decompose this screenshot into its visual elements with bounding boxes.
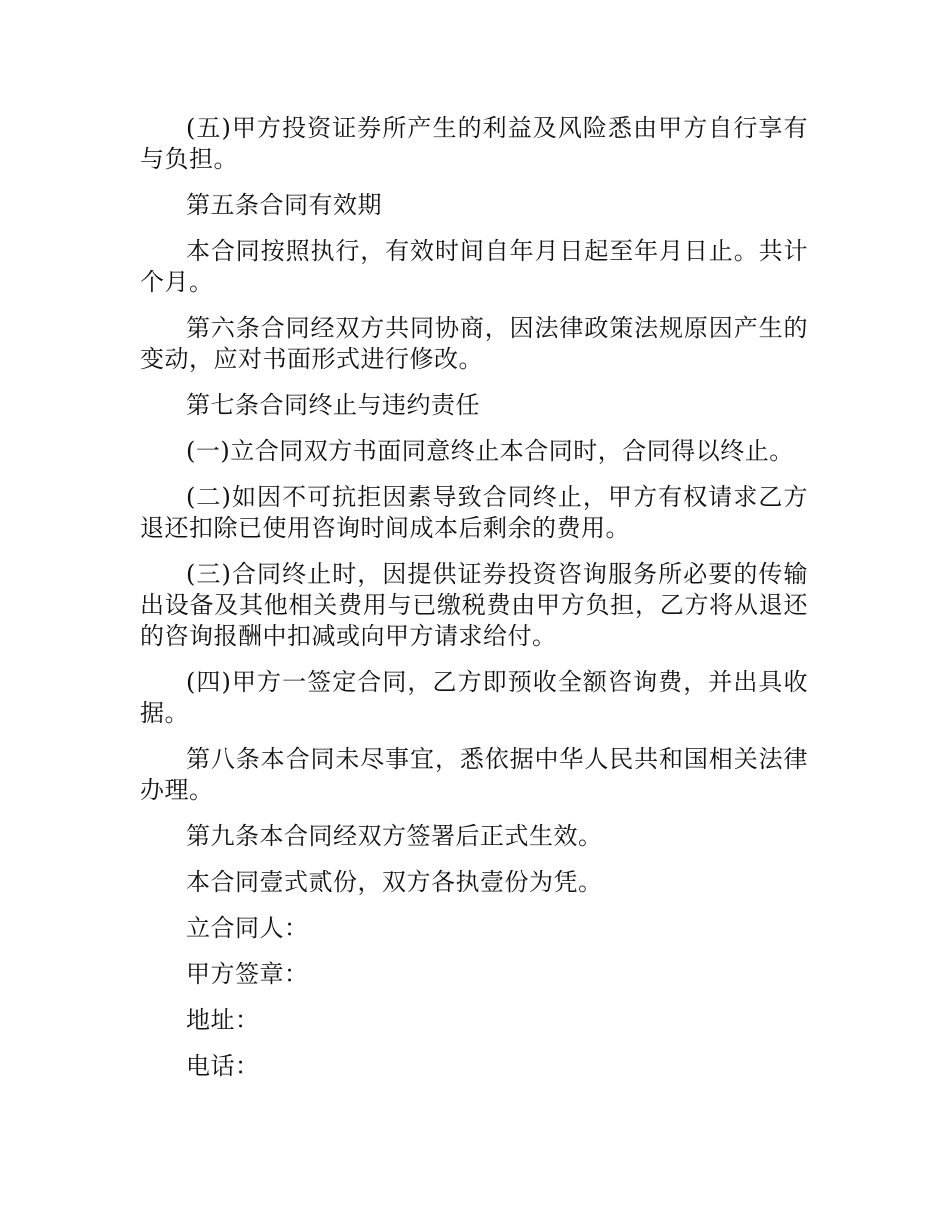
label-address: 地址： [186, 1006, 260, 1034]
paragraph-clause-5-item-5: (五)甲方投资证券所产生的利益及风险悉由甲方自行享有与负担。 [140, 114, 808, 173]
paragraph-article-8: 第八条本合同未尽事宜，悉依据中华人民共和国相关法律办理。 [140, 745, 808, 804]
paragraph-article-7-item-1: (一)立合同双方书面同意终止本合同时，合同得以终止。 [186, 437, 794, 465]
paragraph-article-7-item-4: (四)甲方一签定合同，乙方即预收全额咨询费，并出具收据。 [140, 668, 808, 727]
paragraph-article-9: 第九条本合同经双方签署后正式生效。 [186, 822, 603, 850]
paragraph-article-7-item-3: (三)合同终止时，因提供证券投资咨询服务所必要的传输出设备及其他相关费用与已缴税费由甲方负担，乙方将从退还的咨询报酬中扣减或向甲方请求给付。 [140, 560, 808, 650]
label-party-a-signature: 甲方签章： [186, 960, 309, 988]
paragraph-copies: 本合同壹式贰份，双方各执壹份为凭。 [186, 868, 603, 896]
paragraph-article-6: 第六条合同经双方共同协商，因法律政策法规原因产生的变动，应对书面形式进行修改。 [140, 314, 808, 373]
document-page [140, 113, 808, 1097]
paragraph-article-7-item-2: (二)如因不可抗拒因素导致合同终止，甲方有权请求乙方退还扣除已使用咨询时间成本后剩余的费用。 [140, 483, 808, 542]
label-contracting-parties: 立合同人： [186, 914, 309, 942]
paragraph-validity-period: 本合同按照执行，有效时间自年月日起至年月日止。共计个月。 [140, 237, 808, 296]
label-phone: 电话： [186, 1052, 260, 1080]
heading-article-5: 第五条合同有效期 [186, 191, 382, 219]
heading-article-7: 第七条合同终止与违约责任 [186, 391, 480, 419]
